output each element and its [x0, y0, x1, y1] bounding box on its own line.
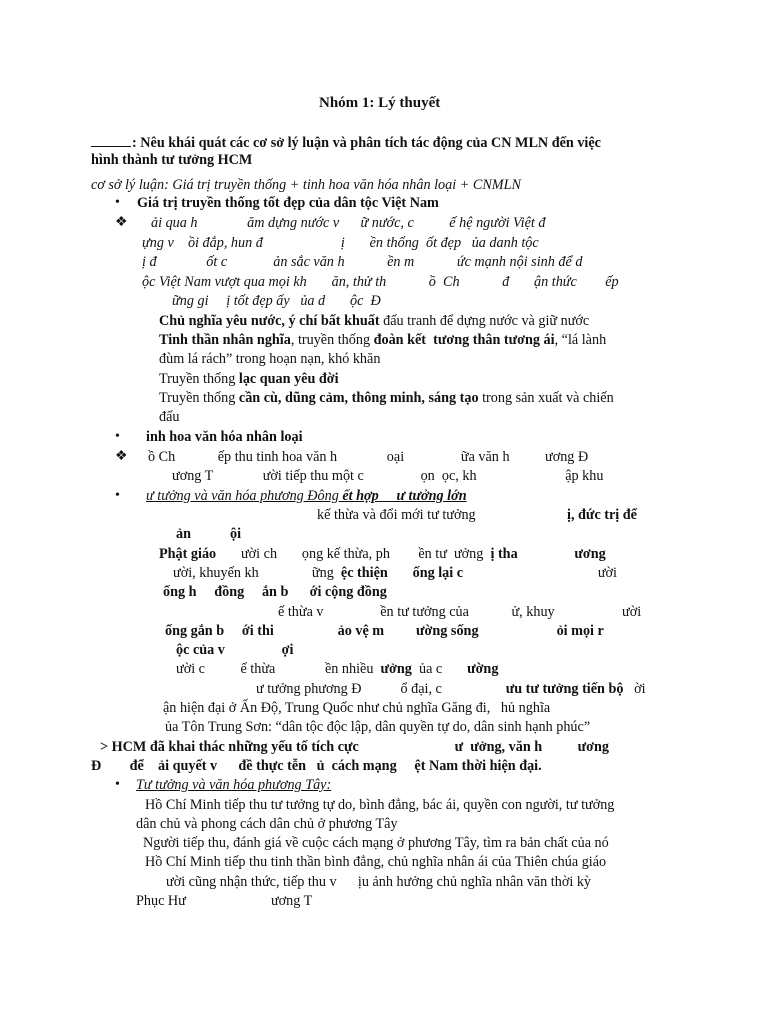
s4-line: Hồ Chí Minh tiếp thu tư tưởng tự do, bình đẳng, bác ái, quyền con người, tư tưởng: [145, 797, 615, 813]
s3-line: ị, đức trị để: [567, 507, 637, 523]
s2-para-line: ồ Ch ếp thu tinh hoa văn h oại ữa văn h ương Đ: [148, 449, 589, 465]
s2-para-line: ương T ười tiếp thu một c ọn ọc, kh ập khu: [172, 468, 604, 484]
bullet-dot-icon: •: [115, 195, 120, 210]
s3-line: ộc của v ợi: [176, 642, 294, 658]
s1-item-2-cont: đùm lá rách” trong hoạn nạn, khó khăn: [159, 351, 381, 367]
s4-line: Hồ Chí Minh tiếp thu tinh thần bình đẳng, chủ nghĩa nhân ái của Thiên chúa giáo: [145, 854, 607, 870]
s1-para-line: ị đ ốt c ản sắc văn h ền m ức mạnh nội sinh để d: [142, 254, 583, 270]
diamond-bullet-icon: ❖: [115, 449, 128, 464]
bullet-dot-icon: •: [115, 488, 120, 503]
s1-item-2: Tinh thần nhân nghĩa, truyền thống đoàn kết tương thân tương ái, “lá lành: [159, 332, 607, 348]
s3-line: ười c ế thừa ền nhiều ưởng ủa c ường: [176, 661, 499, 677]
s1-item-4: Truyền thống cần cù, dũng cảm, thông minh, sáng tạo trong sản xuất và chiến: [159, 390, 614, 406]
question-line-2: hình thành tư tưởng HCM: [91, 152, 253, 168]
bullet-dot-icon: •: [115, 429, 120, 444]
s3-line: ủa Tôn Trung Sơn: “dân tộc độc lập, dân quyền tự do, dân sinh hạnh phúc”: [165, 719, 591, 735]
question-line-1: : Nêu khái quát các cơ sở lý luận và phân tích tác động của CN MLN đến việc: [91, 132, 601, 153]
s1-item-3: Truyền thống lạc quan yêu đời: [159, 371, 339, 387]
s3-line: ư tưởng phương Đ ổ đại, c ưu tư tưởng tiến bộ ời: [256, 681, 646, 697]
s4-line: Người tiếp thu, đánh giá về cuộc cách mạng ở phương Tây, tìm ra bản chất của nó: [143, 835, 609, 851]
s1-item-1: Chủ nghĩa yêu nước, ý chí bất khuất đấu tranh để dựng nước và giữ nước: [159, 313, 590, 329]
s3-line: ận hiện đại ở Ấn Độ, Trung Quốc như chủ nghĩa Găng đi, hủ nghĩa: [163, 700, 551, 716]
s3-buddhism-line: Phật giáo ười ch ọng kế thừa, ph ền tư ưởng ị tha ương: [159, 546, 606, 562]
section-2-heading: inh hoa văn hóa nhân loại: [146, 429, 303, 445]
section-4-heading: Tư tưởng và văn hóa phương Tây:: [136, 777, 332, 793]
s4-line: ười cũng nhận thức, tiếp thu v ịu ảnh hưởng chủ nghĩa nhân văn thời kỳ: [166, 874, 592, 890]
s4-line: dân chủ và phong cách dân chủ ở phương Tây: [136, 816, 398, 832]
s3-line: ống h đồng ắn b ới cộng đồng: [163, 584, 387, 600]
diamond-bullet-icon: ❖: [115, 215, 128, 230]
s3-line: ống gắn b ới thi ảo vệ m ường sống ỏi mọi r: [165, 623, 604, 639]
conclusion-line-2: Đ để ải quyết v đề thực tễn ủ cách mạng ệt Nam thời hiện đại.: [91, 758, 542, 774]
s1-para-line: ững gi ị tốt đẹp ấy ủa d ộc Đ: [172, 293, 381, 309]
answer-blank[interactable]: [91, 132, 131, 147]
section-3-heading: ư tưởng và văn hóa phương Đông ết hợp ư tưởng lớn: [146, 488, 467, 504]
s3-line: ười, khuyến kh ững ệc thiện ống lại c ười: [173, 565, 617, 581]
bullet-dot-icon: •: [115, 777, 120, 792]
s1-para-line: ải qua h ăm dựng nước v ữ nước, c ế hệ người Việt đ: [151, 215, 546, 231]
s4-line: Phục Hư ương T: [136, 893, 313, 909]
s1-item-4-cont: đấu: [159, 409, 180, 425]
s3-line: kế thừa và đổi mới tư tưởng: [317, 507, 476, 523]
page-title: Nhóm 1: Lý thuyết: [319, 95, 441, 111]
s1-para-line: ộc Việt Nam vượt qua mọi kh ăn, thử th ồ Ch đ ận thức ếp: [142, 274, 619, 290]
conclusion-line-1: > HCM đã khai thác những yếu tố tích cực ư ưởng, văn h ương: [100, 739, 609, 755]
section-1-heading: Giá trị truyền thống tốt đẹp của dân tộc Việt Nam: [137, 195, 439, 211]
basis-summary: cơ sở lý luận: Giá trị truyền thống + tinh hoa văn hóa nhân loại + CNMLN: [91, 177, 521, 193]
s1-para-line: ựng v ồi đắp, hun đ ị ền thống ốt đẹp ủa danh tộc: [142, 235, 539, 251]
s3-line: ế thừa v ền tư tưởng của ử, khuy ười: [278, 604, 642, 620]
s3-line: ản ội: [176, 526, 242, 542]
